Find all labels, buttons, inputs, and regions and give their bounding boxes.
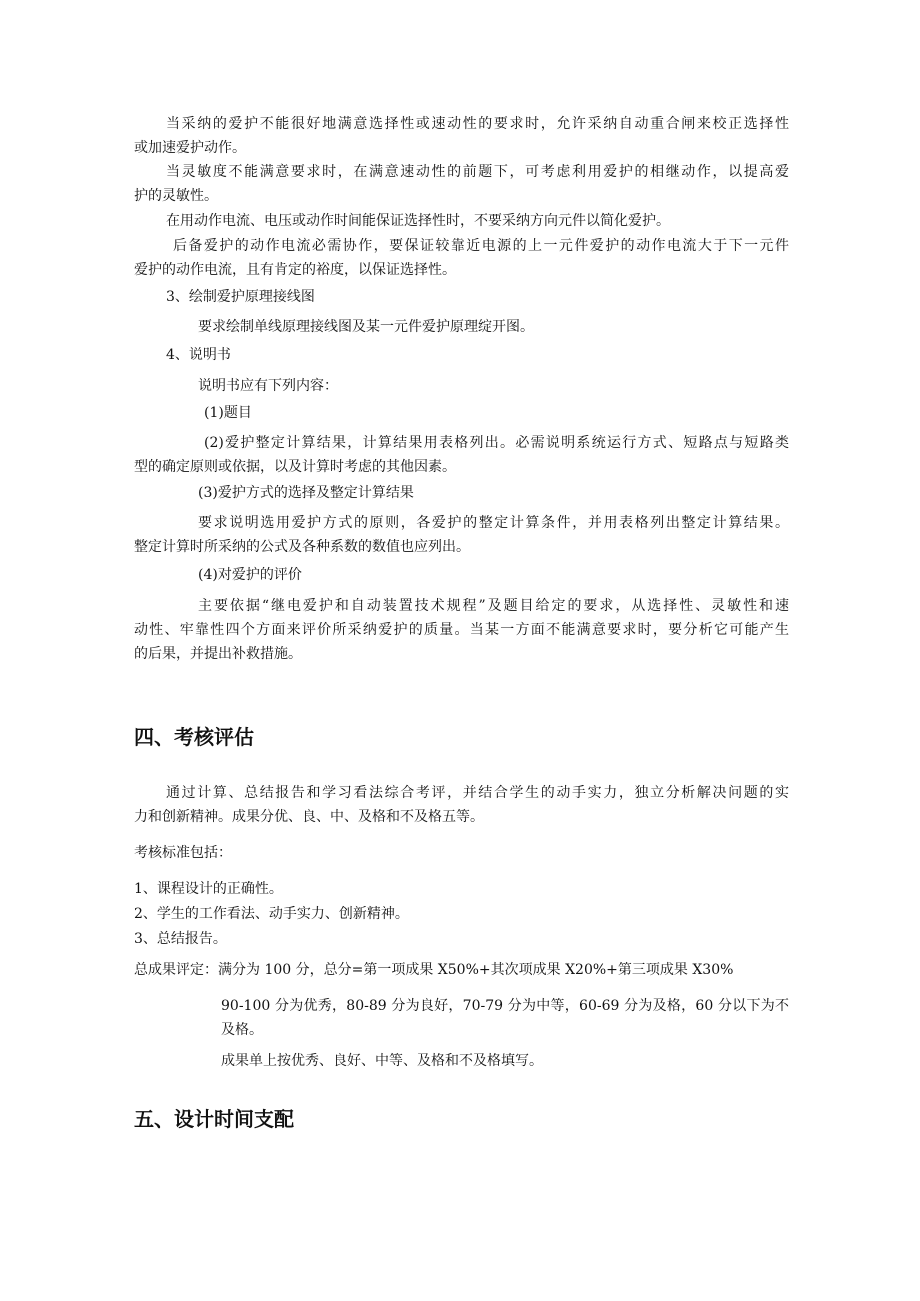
- section-heading: 四、考核评估: [134, 725, 254, 749]
- sub-item: (3)爱护方式的选择及整定计算结果: [198, 485, 414, 501]
- list-item-title: 4、说明书: [166, 347, 231, 363]
- paragraph-line: 在用动作电流、电压或动作时间能保证选择性时，不要采纳方向元件以简化爱护。: [166, 213, 670, 229]
- paragraph-line: 当灵敏度不能满意要求时，在满意速动性的前题下，可考虑利用爱护的相继动作，以提高爱: [166, 164, 789, 180]
- paragraph-line: 的后果，并提出补救措施。: [134, 646, 302, 662]
- paragraph-line: 要求说明选用爱护方式的原则，各爱护的整定计算条件，并用表格列出整定计算结果。: [198, 515, 789, 531]
- criteria-item: 3、总结报告。: [134, 931, 227, 947]
- paragraph-line: 说明书应有下列内容：: [198, 378, 338, 394]
- criteria-item: 2、学生的工作看法、动手实力、创新精神。: [134, 906, 409, 922]
- paragraph-line: 及格。: [221, 1022, 263, 1038]
- criteria-title: 考核标准包括：: [134, 845, 232, 861]
- paragraph-line: 力和创新精神。成果分优、良、中、及格和不及格五等。: [134, 809, 484, 825]
- paragraph-line: 90-100 分为优秀，80-89 分为良好，70-79 分为中等，60-69 分为及格，60 分以下为不: [221, 998, 789, 1014]
- paragraph-line: 通过计算、总结报告和学习看法综合考评，并结合学生的动手实力，独立分析解决问题的实: [166, 785, 789, 801]
- paragraph-line: 型的确定原则或依据，以及计算时考虑的其他因素。: [134, 459, 456, 475]
- paragraph-line: 要求绘制单线原理接线图及某一元件爱护原理绽开图。: [198, 319, 534, 335]
- paragraph-line: 整定计算时所采纳的公式及各种系数的数值也应列出。: [134, 539, 470, 555]
- paragraph-line: (2)爱护整定计算结果，计算结果用表格列出。必需说明系统运行方式、短路点与短路类: [204, 435, 789, 451]
- paragraph-line: 护的灵敏性。: [134, 188, 218, 204]
- paragraph-line: 爱护的动作电流，且有肯定的裕度，以保证选择性。: [134, 262, 456, 278]
- paragraph-line: 成果单上按优秀、良好、中等、及格和不及格填写。: [221, 1053, 543, 1069]
- section-heading: 五、设计时间支配: [134, 1107, 294, 1131]
- paragraph-line: 动性、牢靠性四个方面来评价所采纳爱护的质量。当某一方面不能满意要求时，要分析它可能产生: [134, 622, 789, 638]
- list-item-title: 3、绘制爱护原理接线图: [166, 289, 315, 305]
- total-score-line: 总成果评定：满分为 100 分，总分=第一项成果 X50%+其次项成果 X20%+第三项成果 X30%: [134, 962, 734, 978]
- criteria-item: 1、课程设计的正确性。: [134, 881, 283, 897]
- sub-item: (4)对爱护的评价: [198, 567, 302, 583]
- sub-item: (1)题目: [204, 405, 252, 421]
- paragraph-line: 主要依据“继电爱护和自动装置技术规程”及题目给定的要求，从选择性、灵敏性和速: [198, 598, 789, 614]
- paragraph-line: 当采纳的爱护不能很好地满意选择性或速动性的要求时，允许采纳自动重合闸来校正选择性: [166, 116, 789, 132]
- paragraph-line: 或加速爱护动作。: [134, 140, 246, 156]
- paragraph-line: 后备爱护的动作电流必需协作，要保证较靠近电源的上一元件爱护的动作电流大于下一元件: [173, 238, 789, 254]
